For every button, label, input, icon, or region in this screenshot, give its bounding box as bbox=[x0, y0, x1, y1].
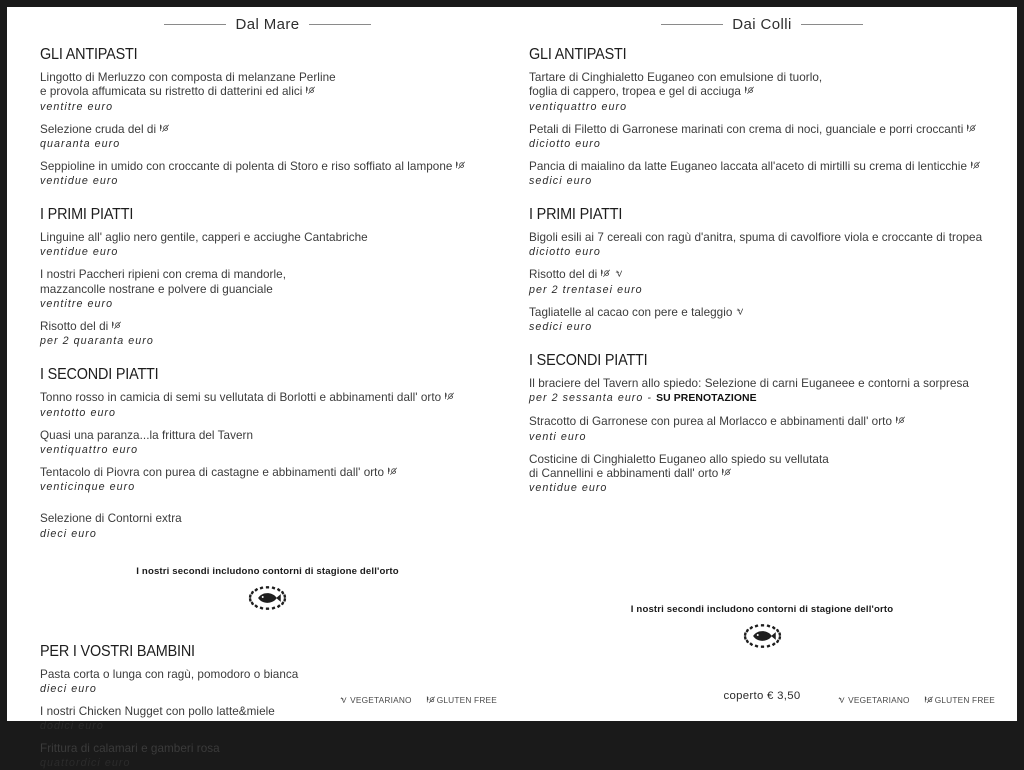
dish-name: Tagliatelle al cacao con pere e taleggio bbox=[529, 306, 995, 320]
banner-rule-right bbox=[309, 24, 371, 25]
banner-title: Dai Colli bbox=[732, 16, 792, 33]
gluten-free-icon bbox=[387, 466, 398, 477]
dish-name: Selezione cruda del di bbox=[40, 123, 495, 137]
dish-item bbox=[40, 668, 495, 696]
dish-name: Pasta corta o lunga con ragù, pomodoro o bianca bbox=[40, 667, 299, 681]
dish-price: ventidue euro bbox=[40, 246, 119, 259]
gluten-free-icon bbox=[455, 160, 466, 171]
course-title: I PRIMI PIATTI bbox=[40, 206, 134, 224]
dish-name: Tentacolo di Piovra con purea di castagne e abbinamenti dall' orto bbox=[40, 466, 495, 480]
gluten-free-icon bbox=[305, 85, 316, 96]
dish-item bbox=[529, 71, 995, 114]
dish-name: Lingotto di Merluzzo con composta di melanzane Perline bbox=[40, 71, 336, 84]
dish-name: Tonno rosso in camicia di semi su vellutata di Borlotti e abbinamenti dall' orto bbox=[40, 391, 495, 405]
dish-item bbox=[529, 160, 995, 188]
footer-block-right bbox=[529, 604, 995, 655]
courses-list-left bbox=[40, 46, 495, 494]
menu-column-dai-colli bbox=[517, 7, 1017, 721]
dish-item bbox=[40, 268, 495, 311]
dish-price: venti euro bbox=[529, 430, 587, 443]
dish-item bbox=[40, 429, 495, 457]
legend-label-gluten-free: GLUTEN FREE bbox=[436, 695, 497, 705]
course-block bbox=[529, 46, 995, 188]
dish-item bbox=[529, 123, 995, 151]
dish-name: Risotto del di bbox=[40, 320, 495, 334]
seasonal-note-right: I nostri secondi includono contorni di stagione dell'orto bbox=[630, 604, 894, 615]
legend-item-gluten-free bbox=[423, 695, 497, 705]
dish-price: per 2 quaranta euro bbox=[40, 335, 154, 348]
courses-list-right bbox=[529, 46, 995, 495]
course-title: I SECONDI PIATTI bbox=[529, 352, 648, 370]
dish-item bbox=[40, 391, 495, 419]
dish-name: Bigoli esili ai 7 cereali con ragù d'anitra, spuma di cavolfiore viola e croccante di tropea bbox=[529, 231, 983, 245]
coperto-line: coperto € 3,50 bbox=[723, 690, 801, 702]
dish-name: I nostri Chicken Nugget con pollo latte&miele bbox=[40, 704, 275, 718]
banner-title: Dal Mare bbox=[235, 16, 300, 33]
legend-right bbox=[834, 695, 995, 705]
dish-price: dodici euro bbox=[40, 720, 104, 733]
dish-item bbox=[40, 160, 495, 188]
course-kids bbox=[40, 643, 495, 770]
section-banner-dai-colli bbox=[529, 16, 995, 33]
dish-name: e provola affumicata su ristretto di datterini ed alici bbox=[40, 85, 495, 99]
dish-price: diciotto euro bbox=[529, 246, 601, 259]
legend-item-gluten-free bbox=[921, 695, 995, 705]
gluten-free-icon bbox=[111, 320, 122, 331]
gluten-free-icon bbox=[895, 415, 906, 426]
dish-name: Tartare di Cinghialetto Euganeo con emulsione di tuorlo, bbox=[529, 71, 823, 84]
dish-item bbox=[40, 231, 495, 259]
gluten-free-icon bbox=[924, 695, 934, 705]
dish-price: dieci euro bbox=[40, 682, 97, 695]
dish-item bbox=[529, 268, 995, 296]
dish-price: ventiquattro euro bbox=[529, 100, 628, 113]
course-block bbox=[40, 206, 495, 348]
dish-price: ventitre euro bbox=[40, 298, 114, 311]
course-title: I PRIMI PIATTI bbox=[529, 206, 623, 224]
dish-price: sedici euro bbox=[529, 321, 593, 334]
gluten-free-icon bbox=[721, 467, 732, 478]
banner-rule-right bbox=[801, 24, 863, 25]
legend-item-vegetariano bbox=[336, 695, 412, 705]
dish-price: quaranta euro bbox=[40, 137, 121, 150]
fish-icon-right-wrap bbox=[529, 622, 995, 655]
gluten-free-icon bbox=[444, 391, 455, 402]
fish-icon bbox=[742, 622, 783, 655]
dish-price: venticinque euro bbox=[40, 481, 136, 494]
dish-price: per 2 trentasei euro bbox=[529, 283, 643, 296]
dish-item bbox=[529, 453, 995, 496]
course-block bbox=[40, 46, 495, 188]
dish-price-note: SU PRENOTAZIONE bbox=[656, 393, 757, 405]
dish-price: sedici euro bbox=[529, 175, 593, 188]
dish-name: di Cannellini e abbinamenti dall' orto bbox=[529, 467, 995, 481]
course-block bbox=[529, 352, 995, 495]
dish-name: Frittura di calamari e gamberi rosa bbox=[40, 742, 220, 756]
course-title: I SECONDI PIATTI bbox=[40, 366, 159, 384]
dish-item bbox=[40, 742, 495, 770]
dish-price: quattordici euro bbox=[40, 757, 131, 770]
menu-columns bbox=[7, 7, 1017, 770]
dish-item bbox=[40, 705, 495, 733]
dish-price: ventidue euro bbox=[529, 482, 608, 495]
dish-name: Selezione di Contorni extra bbox=[40, 512, 182, 526]
gluten-free-icon bbox=[966, 123, 977, 134]
dish-name: Seppioline in umido con croccante di polenta di Storo e riso soffiato al lampone bbox=[40, 160, 495, 174]
dish-item bbox=[529, 415, 995, 443]
legend-item-vegetariano bbox=[834, 695, 910, 705]
dish-name: I nostri Paccheri ripieni con crema di mandorle, bbox=[40, 268, 286, 282]
dish-name: Risotto del di bbox=[529, 268, 995, 282]
legend-label-vegetariano: VEGETARIANO bbox=[350, 695, 412, 705]
gluten-free-icon bbox=[159, 123, 170, 134]
dish-name: Quasi una paranza...la frittura del Tavern bbox=[40, 428, 254, 442]
legend-left bbox=[336, 695, 497, 705]
dish-name: foglia di cappero, tropea e gel di acciuga bbox=[529, 85, 995, 99]
dish-item bbox=[40, 466, 495, 494]
dish-name: Stracotto di Garronese con purea al Morlacco e abbinamenti dall' orto bbox=[529, 415, 995, 429]
dish-item bbox=[529, 231, 995, 259]
banner-rule-left bbox=[164, 24, 226, 25]
dish-name: Costicine di Cinghialetto Euganeo allo spiedo su vellutata bbox=[529, 452, 829, 466]
extra-sides-block bbox=[40, 512, 495, 540]
dish-name: Il braciere del Tavern allo spiedo: Selezione di carni Euganeee e contorni a sorpresa bbox=[529, 377, 969, 391]
dish-price: ventotto euro bbox=[40, 406, 117, 419]
dish-name: Pancia di maialino da latte Euganeo laccata all'aceto di mirtilli su crema di lenticchie bbox=[529, 160, 995, 174]
dish-item bbox=[40, 123, 495, 151]
course-title: GLI ANTIPASTI bbox=[529, 46, 627, 63]
menu-page bbox=[7, 7, 1017, 770]
banner-rule-left bbox=[661, 24, 723, 25]
fish-icon bbox=[247, 584, 288, 617]
course-title-kids: PER I VOSTRI BAMBINI bbox=[40, 642, 195, 660]
vegetarian-icon bbox=[735, 306, 746, 317]
dish-price: dieci euro bbox=[40, 527, 97, 540]
dish-price: diciotto euro bbox=[529, 137, 601, 150]
fish-icon-left-wrap bbox=[40, 584, 495, 617]
gluten-free-icon bbox=[744, 85, 755, 96]
kids-dishes-list bbox=[40, 668, 495, 770]
dish-item bbox=[529, 377, 995, 406]
dish-name: mazzancolle nostrane e polvere di guanciale bbox=[40, 282, 273, 296]
dish-item bbox=[40, 320, 495, 348]
dish-item bbox=[40, 71, 495, 114]
vegetarian-icon bbox=[339, 695, 349, 705]
dish-item bbox=[40, 512, 495, 540]
legend-label-vegetariano: VEGETARIANO bbox=[848, 695, 910, 705]
section-banner-dal-mare bbox=[40, 16, 495, 33]
gluten-free-icon bbox=[600, 268, 611, 279]
dish-name: Petali di Filetto di Garronese marinati con crema di noci, guanciale e porri croccanti bbox=[529, 123, 995, 137]
dish-price: ventiquattro euro bbox=[40, 443, 139, 456]
course-title: GLI ANTIPASTI bbox=[40, 46, 138, 63]
dish-item bbox=[529, 306, 995, 334]
course-block bbox=[529, 206, 995, 334]
vegetarian-icon bbox=[837, 695, 847, 705]
menu-column-dal-mare bbox=[7, 7, 517, 770]
dish-name: Linguine all' aglio nero gentile, capperi e acciughe Cantabriche bbox=[40, 231, 368, 245]
vegetarian-icon bbox=[614, 268, 625, 279]
course-block bbox=[40, 366, 495, 494]
dish-price: ventitre euro bbox=[40, 100, 114, 113]
dish-price: per 2 sessanta euro - SU PRENOTAZIONE bbox=[529, 392, 757, 405]
seasonal-note-left: I nostri secondi includono contorni di stagione dell'orto bbox=[136, 565, 399, 577]
legend-label-gluten-free: GLUTEN FREE bbox=[934, 695, 995, 705]
gluten-free-icon bbox=[970, 160, 981, 171]
dish-price: ventidue euro bbox=[40, 175, 119, 188]
gluten-free-icon bbox=[426, 695, 436, 705]
